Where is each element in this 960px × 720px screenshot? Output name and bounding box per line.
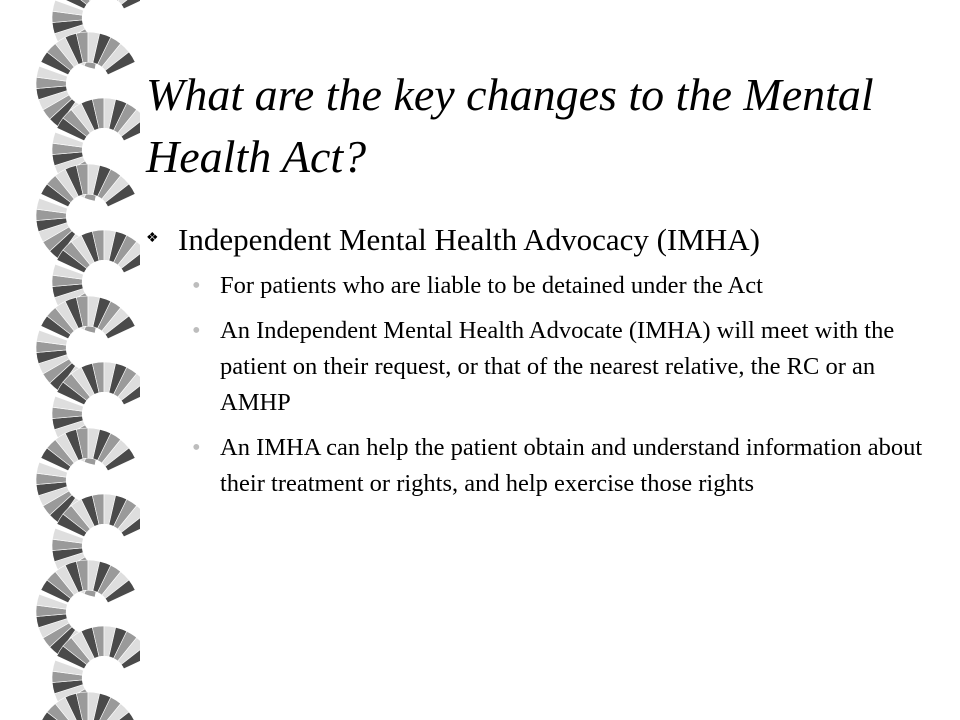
dot-bullet-icon: • [192, 317, 201, 344]
slide-title: What are the key changes to the Mental Health Act? [146, 69, 874, 182]
main-bullet-text: Independent Mental Health Advocacy (IMHA) [178, 222, 760, 257]
sub-bullet-text: An Independent Mental Health Advocate (IMHA) will meet with the patient on their request, or that of the nearest relative, the RC or an AMHP [220, 317, 895, 416]
sub-bullet-item [188, 268, 938, 304]
fan-strip-icon [0, 0, 140, 720]
dot-bullet-icon: • [192, 272, 201, 299]
sub-bullet-item [188, 313, 938, 421]
diamond-bullet-icon: ❖ [146, 231, 159, 246]
dot-bullet-icon: • [192, 434, 201, 461]
sub-bullet-text: An IMHA can help the patient obtain and understand information about their treatment or rights, and help exercise those rights [220, 434, 923, 497]
sub-bullet-text: For patients who are liable to be detained under the Act [220, 272, 763, 299]
sub-bullet-item [188, 430, 938, 502]
sub-bullet-list [188, 268, 938, 511]
